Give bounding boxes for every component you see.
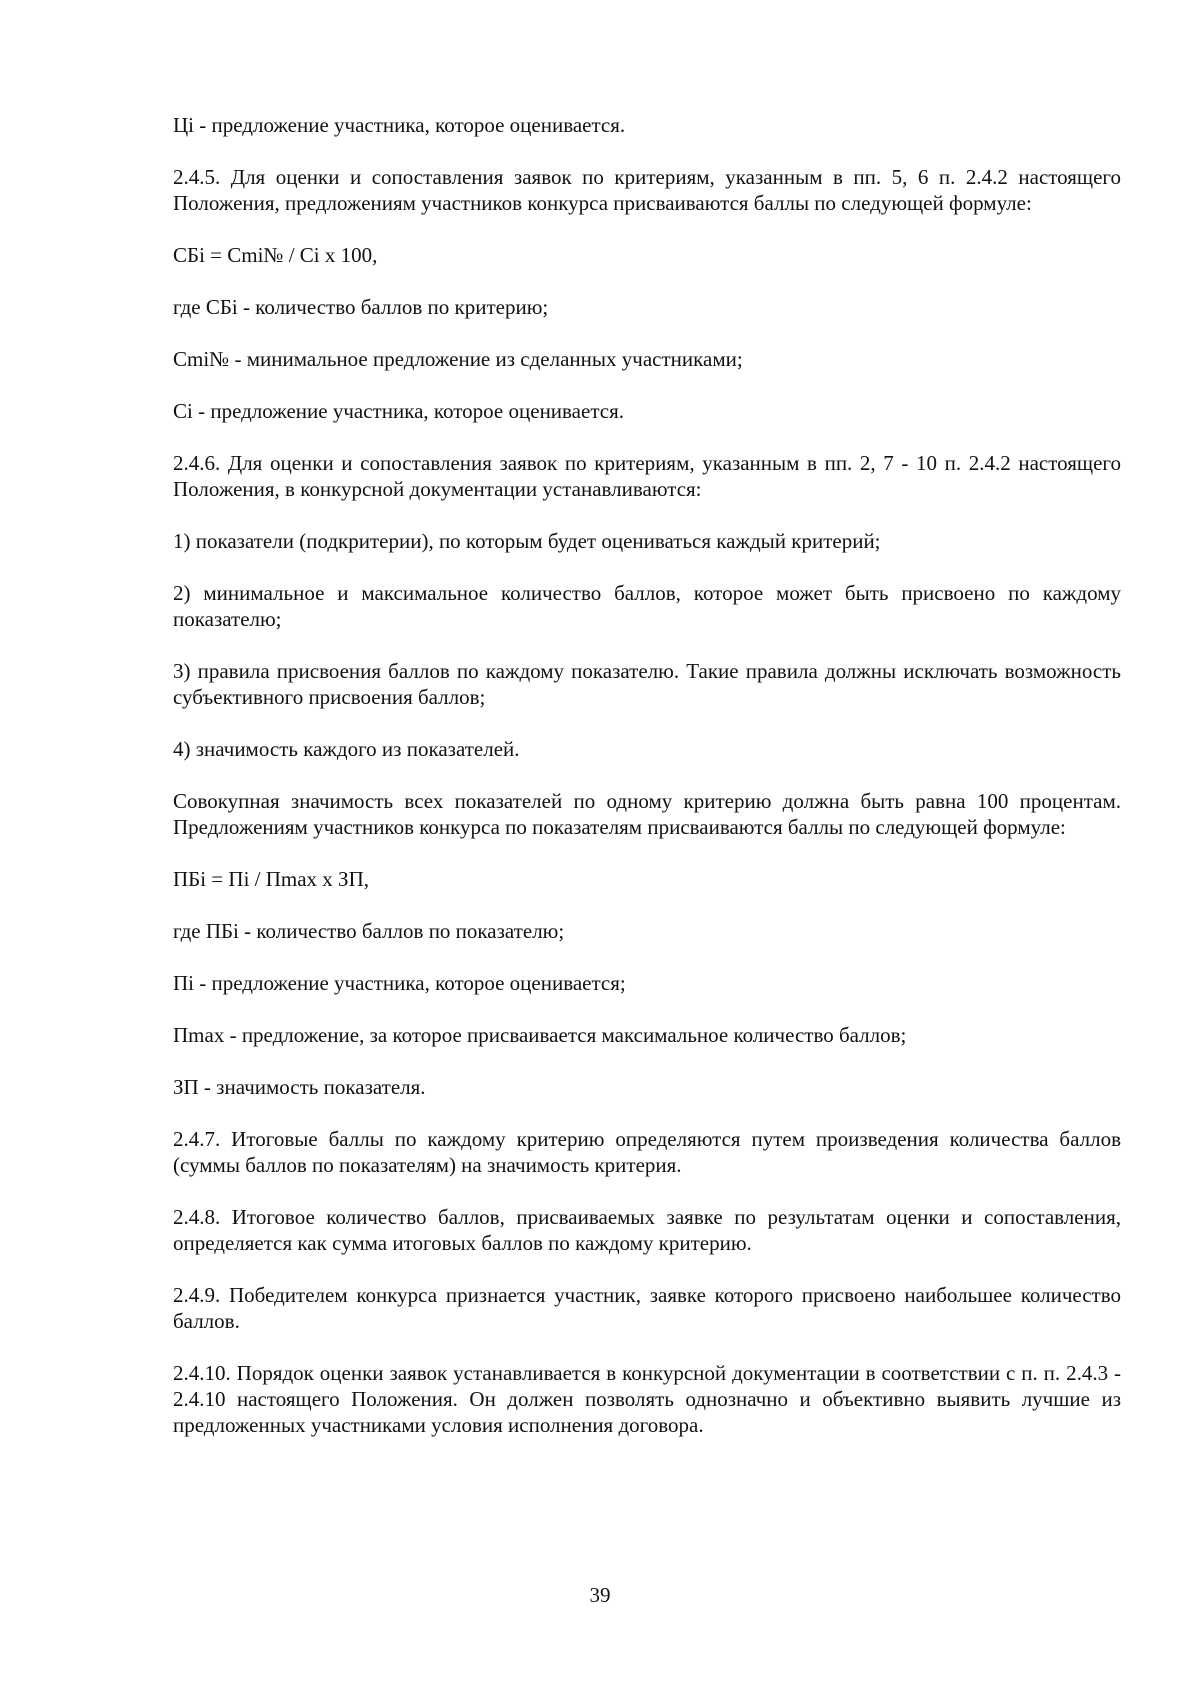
formula-definition-pi: Пi - предложение участника, которое оценивается;	[173, 971, 626, 995]
formula-definition-pbi: где ПБi - количество баллов по показателю;	[173, 919, 565, 943]
paragraph-2-4-6: 2.4.6. Для оценки и сопоставления заявок по критериям, указанным в пп. 2, 7 - 10 п. 2.4.2 настоящего Положения, в конкурсной документации устанавливаются:	[173, 451, 1121, 501]
paragraph-2-4-5: 2.4.5. Для оценки и сопоставления заявок по критериям, указанным в пп. 5, 6 п. 2.4.2 настоящего Положения, предложениям участников конкурса присваиваются баллы по следующей формуле:	[173, 165, 1121, 215]
paragraph-formula-note-ci: Цi - предложение участника, которое оценивается.	[173, 113, 626, 137]
formula-definition-pmax: Пmax - предложение, за которое присваивается максимальное количество баллов;	[173, 1023, 907, 1047]
list-item-3: 3) правила присвоения баллов по каждому показателю. Такие правила должны исключать возможность субъективного присвоения баллов;	[173, 659, 1121, 709]
paragraph-2-4-9: 2.4.9. Победителем конкурса признается участник, заявке которого присвоено наибольшее количество баллов.	[173, 1283, 1121, 1333]
formula-sbi: СБi = Cmi№ / Ci x 100,	[173, 243, 378, 267]
formula-definition-cmi: Cmi№ - минимальное предложение из сделанных участниками;	[173, 347, 743, 371]
paragraph-2-4-7: 2.4.7. Итоговые баллы по каждому критерию определяются путем произведения количества баллов (суммы баллов по показателям) на значимость критерия.	[173, 1127, 1121, 1177]
list-item-1: 1) показатели (подкритерии), по которым будет оцениваться каждый критерий;	[173, 529, 881, 553]
formula-definition-ci: Ci - предложение участника, которое оценивается.	[173, 399, 624, 423]
document-body	[173, 112, 1121, 1464]
page-number: 39	[589, 1583, 611, 1607]
list-item-2: 2) минимальное и максимальное количество баллов, которое может быть присвоено по каждому показателю;	[173, 581, 1121, 631]
formula-pbi: ПБi = Пi / Пmax x ЗП,	[173, 867, 369, 891]
paragraph-total-significance: Совокупная значимость всех показателей по одному критерию должна быть равна 100 процентам. Предложениям участников конкурса по показателям присваиваются баллы по следующей формуле:	[173, 789, 1121, 839]
paragraph-2-4-10: 2.4.10. Порядок оценки заявок устанавливается в конкурсной документации в соответствии с п. п. 2.4.3 - 2.4.10 настоящего Положения. Он должен позволять однозначно и объективно выявить лучшие из предложенных участниками условия исполнения договора.	[173, 1361, 1121, 1437]
list-item-4: 4) значимость каждого из показателей.	[173, 737, 520, 761]
formula-definition-zp: ЗП - значимость показателя.	[173, 1075, 426, 1099]
formula-definition-sbi: где СБi - количество баллов по критерию;	[173, 295, 549, 319]
paragraph-2-4-8: 2.4.8. Итоговое количество баллов, присваиваемых заявке по результатам оценки и сопоставления, определяется как сумма итоговых баллов по каждому критерию.	[173, 1205, 1121, 1255]
